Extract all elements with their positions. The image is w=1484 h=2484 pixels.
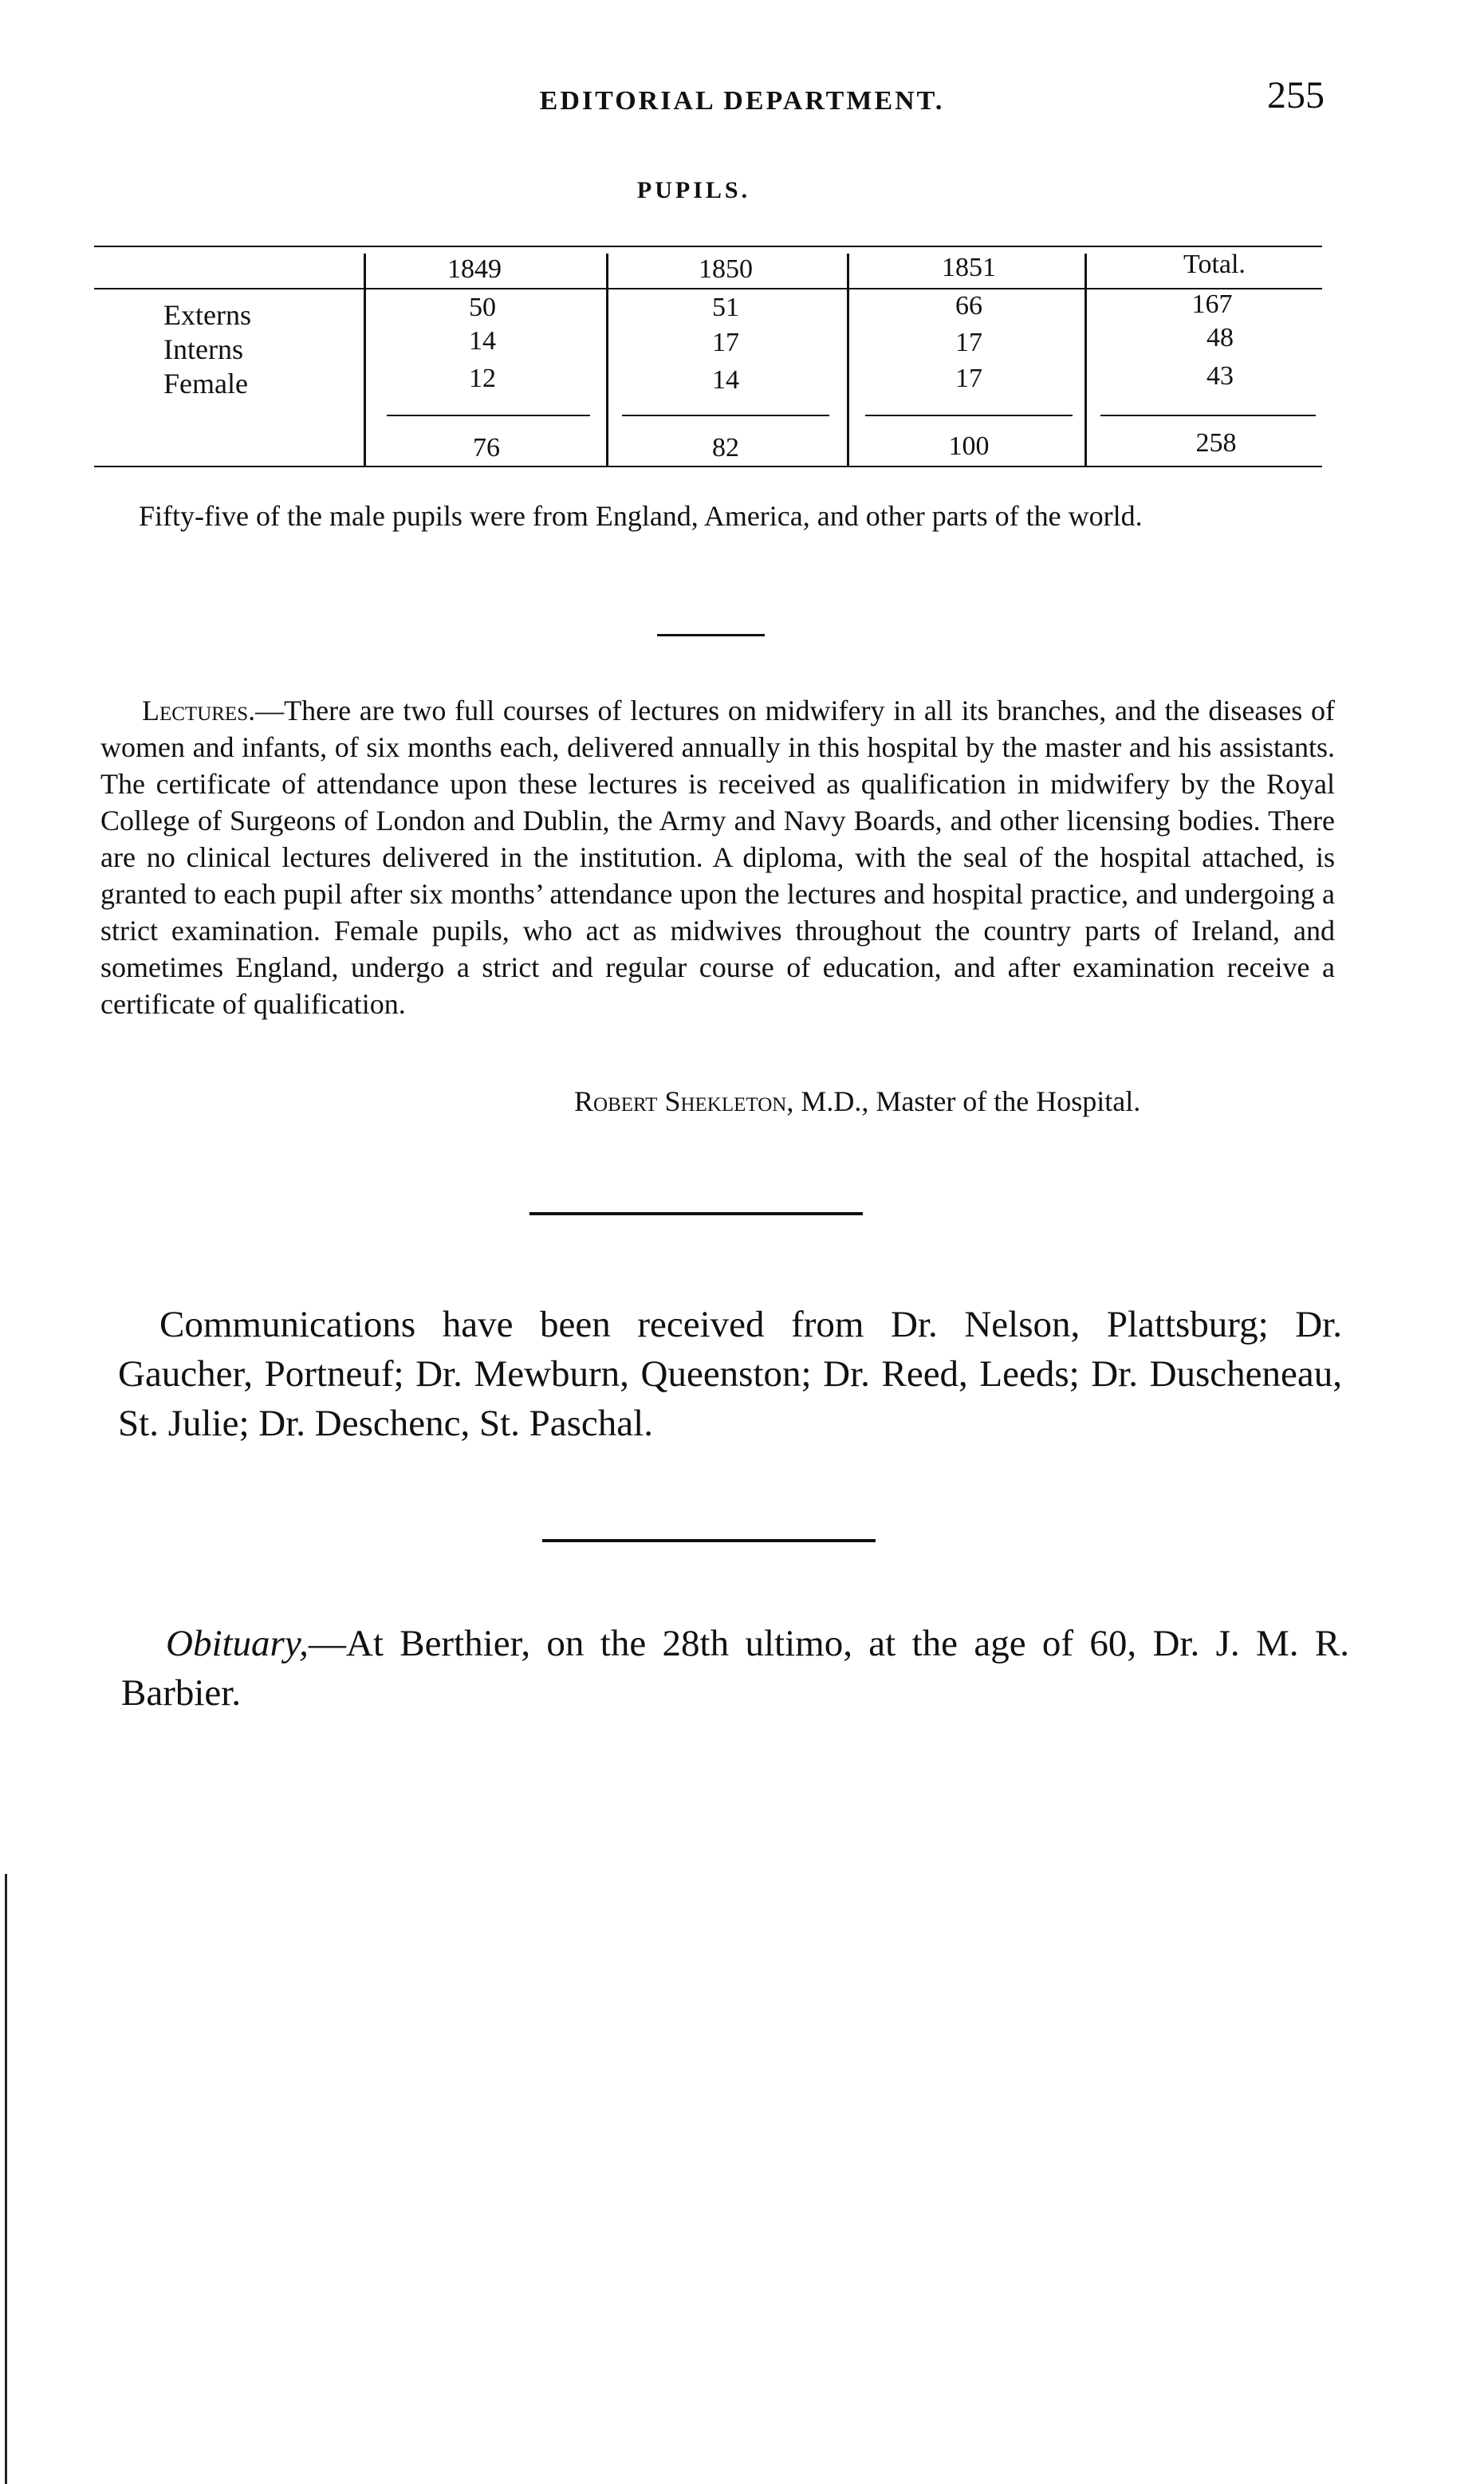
table-cell: 14: [712, 365, 739, 395]
sum-rule: [387, 415, 590, 416]
column-rule: [1084, 254, 1087, 467]
section-divider: [657, 634, 765, 636]
table-cell: 17: [955, 328, 982, 357]
column-header: 1851: [942, 253, 996, 282]
column-header: 1850: [699, 254, 753, 284]
column-rule: [606, 254, 608, 467]
table-bottom-rule: [94, 466, 1322, 467]
signature: [574, 1083, 1356, 1120]
row-label: Interns: [163, 333, 243, 365]
total-cell: 258: [1195, 428, 1237, 458]
pupils-note-text: Fifty-five of the male pupils were from England, America, and other parts of the world.: [139, 500, 1143, 532]
table-title: PUPILS.: [636, 177, 751, 203]
communications-paragraph: [118, 1300, 1342, 1448]
table-header-rule: [94, 288, 1322, 289]
row-label: Female: [163, 368, 248, 400]
lectures-paragraph: [100, 692, 1335, 1022]
scan-edge-line: [5, 1874, 7, 2484]
column-header: Total.: [1183, 250, 1246, 279]
table-cell: 17: [712, 328, 739, 357]
table-cell: 14: [469, 326, 496, 356]
running-head: EDITORIAL DEPARTMENT.: [539, 86, 945, 116]
pupils-note: [97, 498, 1329, 534]
obituary-text: —At Berthier, on the 28th ultimo, at the age of 60, Dr. J. M. R. Barbier.: [121, 1623, 1349, 1714]
section-divider: [529, 1212, 863, 1215]
sum-rule: [622, 415, 829, 416]
section-divider: [542, 1539, 876, 1542]
signature-name: Robert Shekleton: [574, 1085, 787, 1117]
table-cell: 51: [712, 293, 739, 322]
communications-text: Communications have been received from Dr. Nelson, Plattsburg; Dr. Gaucher, Portneuf; Dr. Mewburn, Queenston; Dr. Reed, Leeds; Dr. Duscheneau, St. Julie; Dr. Deschenc, St. Paschal.: [118, 1304, 1342, 1444]
row-label: Externs: [163, 299, 251, 331]
column-rule: [364, 254, 366, 467]
table-cell: 43: [1206, 361, 1234, 391]
total-cell: 82: [712, 433, 739, 463]
column-header: 1849: [447, 254, 502, 284]
table-cell: 17: [955, 364, 982, 393]
page-number: 255: [1267, 74, 1325, 116]
obituary-paragraph: [121, 1619, 1349, 1718]
table-cell: 12: [469, 364, 496, 393]
total-cell: 76: [473, 433, 500, 463]
table-cell: 48: [1206, 323, 1234, 352]
obituary-label: Obituary,: [166, 1623, 309, 1664]
table-top-rule: [94, 246, 1322, 247]
sum-rule: [1100, 415, 1316, 416]
column-rule: [847, 254, 849, 467]
lectures-heading: Lectures.: [142, 695, 256, 726]
table-cell: 50: [469, 293, 496, 322]
table-cell: 66: [955, 291, 982, 321]
lectures-body: —There are two full courses of lectures on midwifery in all its branches, and the diseases of women and infants, of six months each, delivered annually in this hospital by the master and his assistants. The certificate of attendance upon these lectures is received as qualification in midwifery by the Royal College of Surgeons of London and Dublin, the Army and Navy Boards, and other licensing bodies. There are no clinical lectures delivered in the institution. A diploma, with the seal of the hospital attached, is granted to each pupil after six months’ attendance upon the lectures and hospital practice, and undergoing a strict examination. Female pupils, who act as midwives throughout the country parts of Ireland, and sometimes England, undergo a strict and regular course of education, and after examination receive a certificate of qualification.: [100, 695, 1335, 1020]
sum-rule: [865, 415, 1073, 416]
table-cell: 167: [1191, 289, 1233, 319]
pupils-table: [0, 0, 1484, 494]
signature-title: , M.D., Master of the Hospital.: [786, 1085, 1141, 1117]
total-cell: 100: [948, 431, 990, 461]
